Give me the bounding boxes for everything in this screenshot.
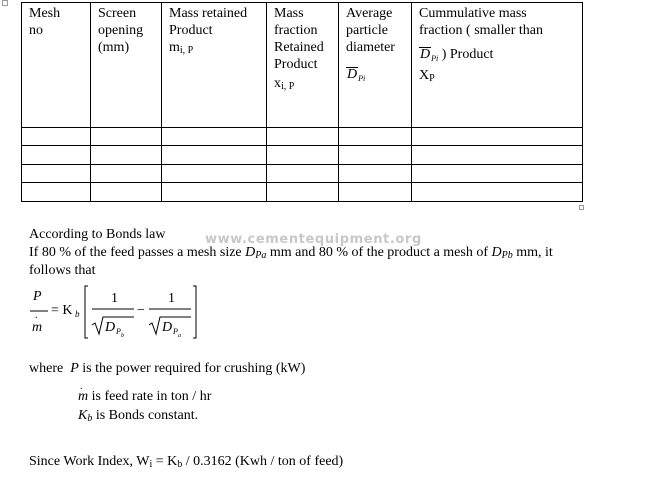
work-index-line: Since Work Index, $W_i = K_b / 0.3162$ (Kwh / ton of feed) (29, 454, 344, 470)
formula-feed-rate: m (32, 320, 43, 335)
where-bonds-constant-line: $K_b$ is Bonds constant. (78, 408, 199, 424)
table-resize-handle[interactable] (579, 205, 584, 210)
header-mass-retained: Mass retained Product $m_{i, P}$ (162, 3, 267, 128)
bonds-law-formula (26, 282, 206, 344)
svg-text:1: 1 (111, 291, 118, 306)
header-screen-opening: Screen opening (mm) (91, 3, 162, 128)
formula-equals-k: = K (51, 303, 73, 318)
bonds-law-heading: According to Bonds law (29, 227, 166, 242)
where-feed-rate-line: . m is feed rate in ton / hr (78, 381, 212, 404)
svg-text:P: P (116, 327, 121, 336)
svg-text:a: a (178, 333, 181, 339)
mass-fraction-table (21, 2, 583, 202)
header-cumulative-fraction: Cummulative mass fraction ( smaller than $D_{Pi}$ ) Product $X_P$ (412, 3, 583, 128)
svg-text:D: D (162, 320, 173, 335)
object-anchor-handle[interactable] (2, 0, 8, 6)
table-row (22, 146, 583, 165)
svg-text:P: P (173, 327, 178, 336)
table-header-row (22, 3, 583, 128)
svg-text:b: b (121, 333, 124, 339)
table-row (22, 183, 583, 202)
formula-minus: − (137, 303, 145, 318)
formula-power: P (33, 289, 42, 304)
table-row (22, 128, 583, 146)
where-power-line: where P is the power required for crushing (kW) (29, 361, 306, 376)
svg-text:b: b (75, 309, 80, 319)
table-row (22, 165, 583, 183)
svg-text:.: . (35, 310, 38, 321)
header-mesh-no: Mesh no (22, 3, 91, 128)
svg-text:D: D (105, 320, 116, 335)
header-mass-fraction: Mass fraction Retained Product $x_{i, P}$ (267, 3, 339, 128)
svg-text:1: 1 (168, 291, 175, 306)
bonds-law-statement: If 80 % of the feed passes a mesh size $D_{Pa}$ mm and 80 % of the product a mesh of $D_{Pb}$ mm, it (29, 245, 553, 261)
watermark: www.cementequipment.org (205, 232, 422, 247)
follows-that: follows that (29, 263, 96, 278)
header-average-diameter: Average particle diameter $D_{Pi}$ (339, 3, 412, 128)
